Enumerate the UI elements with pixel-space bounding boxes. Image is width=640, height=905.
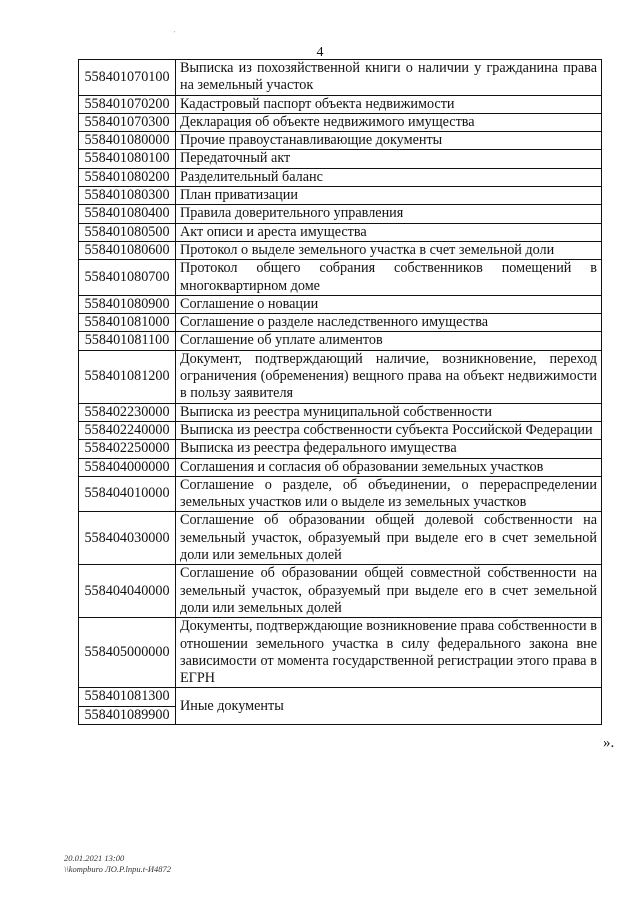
table-row [79,132,602,150]
document-code: 558401080900 [79,295,176,313]
document-code: 558404000000 [79,458,176,476]
table-row [79,113,602,131]
table-row [79,458,602,476]
document-code: 558402250000 [79,440,176,458]
table-row [79,421,602,439]
document-description: Передаточный акт [176,150,602,168]
document-description: Иные документы [176,688,602,725]
document-code: 558401080200 [79,168,176,186]
table-row [79,60,602,96]
document-code: 558401070200 [79,95,176,113]
table-row [79,565,602,618]
table-row [79,295,602,313]
document-description: Документ, подтверждающий наличие, возникновение, переход ограничения (обременения) вещного права на объект недвижимости в пользу заявителя [176,350,602,403]
page-number: 4 [316,45,324,60]
document-code: 558404040000 [79,565,176,618]
table-row [79,150,602,168]
document-code: 558401081300 [79,688,176,706]
table-row [79,187,602,205]
table-row [79,350,602,403]
document-description: Соглашение об уплате алиментов [176,332,602,350]
document-description: Разделительный баланс [176,168,602,186]
document-description: Документы, подтверждающие возникновение права собственности в отношении земельного участка в силу федерального закона вне зависимости от момента государственной регистрации этого права в ЕГРН [176,618,602,688]
document-code: 558401089900 [79,706,176,724]
document-code: 558401070100 [79,60,176,96]
table-row [79,618,602,688]
table-row [79,332,602,350]
document-description: Протокол о выделе земельного участка в счет земельной доли [176,241,602,259]
document-description: Акт описи и ареста имущества [176,223,602,241]
footer-document-id: \\kompburo ЛО.Р.lnpu.t-И4872 [64,864,172,874]
document-code: 558401080500 [79,223,176,241]
table-body [79,60,602,725]
document-code: 558401081000 [79,314,176,332]
document-code: 558401080700 [79,260,176,296]
table-row [79,512,602,565]
document-codes-table [78,59,602,725]
table-row [79,205,602,223]
document-description: План приватизации [176,187,602,205]
document-description: Соглашение о новации [176,295,602,313]
document-description: Соглашения и согласия об образовании земельных участков [176,458,602,476]
document-code: 558401080600 [79,241,176,259]
table-row [79,403,602,421]
document-description: Выписка из похозяйственной книги о наличии у гражданина права на земельный участок [176,60,602,96]
document-code: 558401080300 [79,187,176,205]
document-code: 558402230000 [79,403,176,421]
document-description: Выписка из реестра федерального имущества [176,440,602,458]
document-description: Соглашение о разделе, об объединении, о перераспределении земельных участков или о выделе из земельных участков [176,476,602,512]
document-code: 558404010000 [79,476,176,512]
document-description: Соглашение о разделе наследственного имущества [176,314,602,332]
table-row [79,688,602,706]
table-row [79,95,602,113]
table-row [79,241,602,259]
document-description: Выписка из реестра муниципальной собственности [176,403,602,421]
document-code: 558401080000 [79,132,176,150]
document-code: 558405000000 [79,618,176,688]
table-row [79,260,602,296]
footer-timestamp: 20.01.2021 13:00 [64,853,125,863]
document-description: Кадастровый паспорт объекта недвижимости [176,95,602,113]
document-code: 558404030000 [79,512,176,565]
document-description: Протокол общего собрания собственников помещений в многоквартирном доме [176,260,602,296]
document-description: Соглашение об образовании общей долевой собственности на земельный участок, образуемый при выделе его в счет земельной доли или земельных долей [176,512,602,565]
scan-speck: ˊ [173,30,176,39]
document-code: 558401081200 [79,350,176,403]
document-code: 558402240000 [79,421,176,439]
table-row [79,168,602,186]
table-row [79,476,602,512]
closing-quote-mark: ». [603,735,615,751]
table-row [79,440,602,458]
document-description: Декларация об объекте недвижимого имущества [176,113,602,131]
table-row [79,314,602,332]
document-code: 558401081100 [79,332,176,350]
document-description: Выписка из реестра собственности субъекта Российской Федерации [176,421,602,439]
table-row [79,223,602,241]
document-description: Соглашение об образовании общей совместной собственности на земельный участок, образуемый при выделе его в счет земельной доли или земельных долей [176,565,602,618]
document-code: 558401080100 [79,150,176,168]
document-description: Прочие правоустанавливающие документы [176,132,602,150]
document-code: 558401080400 [79,205,176,223]
document-code: 558401070300 [79,113,176,131]
document-description: Правила доверительного управления [176,205,602,223]
